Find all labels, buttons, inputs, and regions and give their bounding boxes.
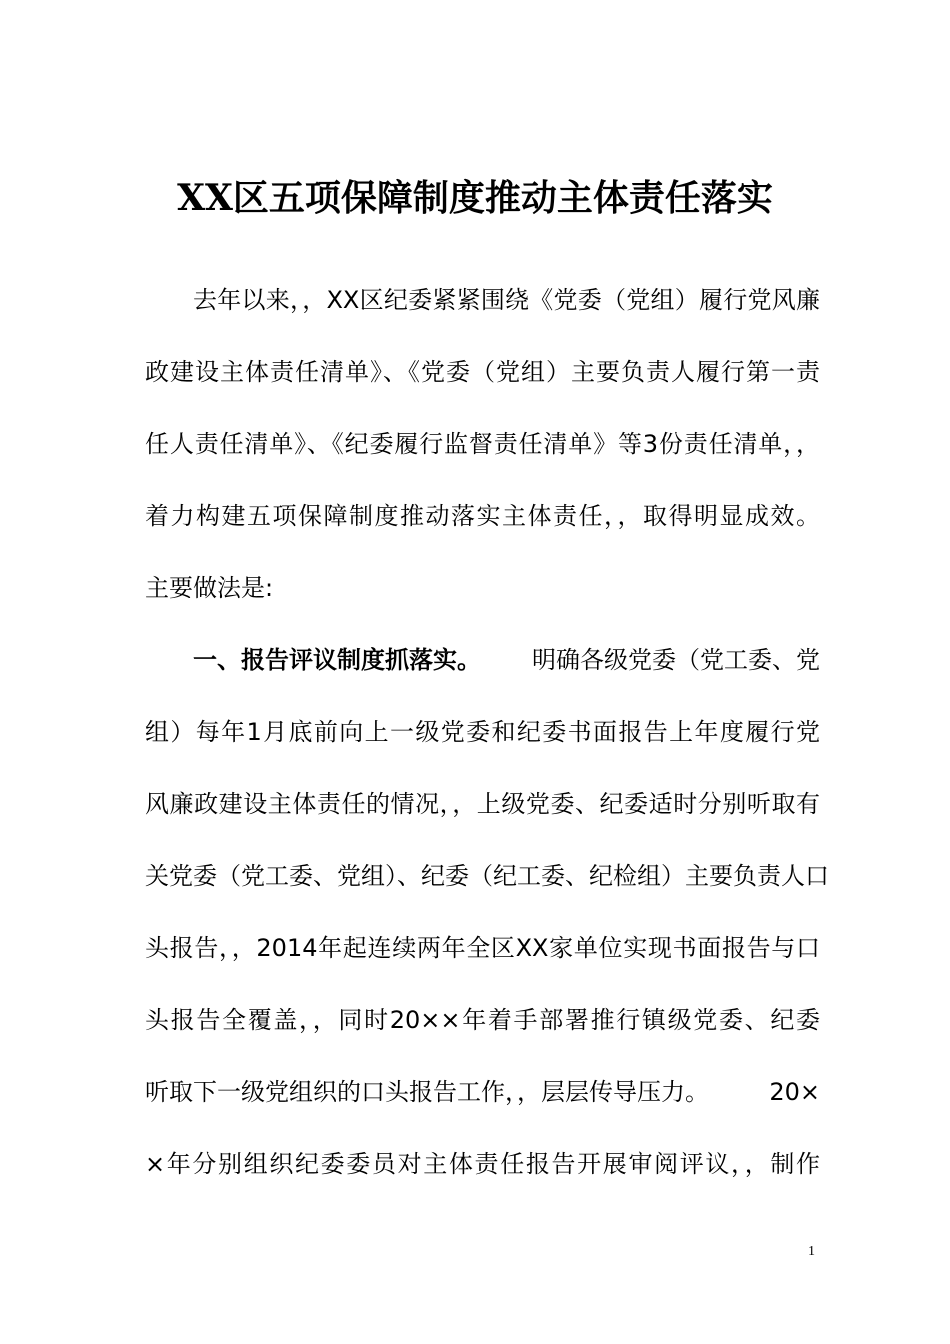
paragraph-line: 去年以来，，XX区纪委紧紧围绕《党委（党组）履行党风廉 bbox=[193, 286, 820, 314]
paragraph-line bbox=[145, 1072, 820, 1112]
paragraph-line: 政建设主体责任清单》、《党委（党组）主要负责人履行第一责 bbox=[145, 358, 820, 386]
paragraph-line: 头报告，，2014年起连续两年全区XX家单位实现书面报告与口 bbox=[145, 934, 820, 962]
paragraph-line: 任人责任清单》、《纪委履行监督责任清单》等3份责任清单，， bbox=[145, 430, 820, 458]
section-heading: 一、报告评议制度抓落实。 bbox=[193, 646, 481, 674]
page-number: 1 bbox=[808, 1244, 815, 1259]
paragraph-line: 关党委（党工委、党组）、纪委（纪工委、纪检组）主要负责人口 bbox=[145, 862, 829, 890]
paragraph-text: 20× bbox=[769, 1078, 820, 1106]
section-heading-line bbox=[193, 640, 820, 680]
paragraph-line: 着力构建五项保障制度推动落实主体责任，，取得明显成效。 bbox=[145, 502, 820, 530]
paragraph-line: ×年分别组织纪委委员对主体责任报告开展审阅评议，，制作 bbox=[145, 1150, 820, 1178]
paragraph-line: 头报告全覆盖，，同时20××年着手部署推行镇级党委、纪委 bbox=[145, 1006, 820, 1034]
paragraph-line: 组）每年1月底前向上一级党委和纪委书面报告上年度履行党 bbox=[145, 718, 820, 746]
paragraph-line: 主要做法是: bbox=[145, 574, 274, 602]
paragraph-line: 风廉政建设主体责任的情况，，上级党委、纪委适时分别听取有 bbox=[145, 790, 820, 818]
paragraph-text: 听取下一级党组织的口头报告工作，，层层传导压力。 bbox=[145, 1078, 709, 1106]
paragraph-text: 明确各级党委（党工委、党 bbox=[532, 646, 820, 674]
document-title: XX区五项保障制度推动主体责任落实 bbox=[177, 177, 773, 219]
